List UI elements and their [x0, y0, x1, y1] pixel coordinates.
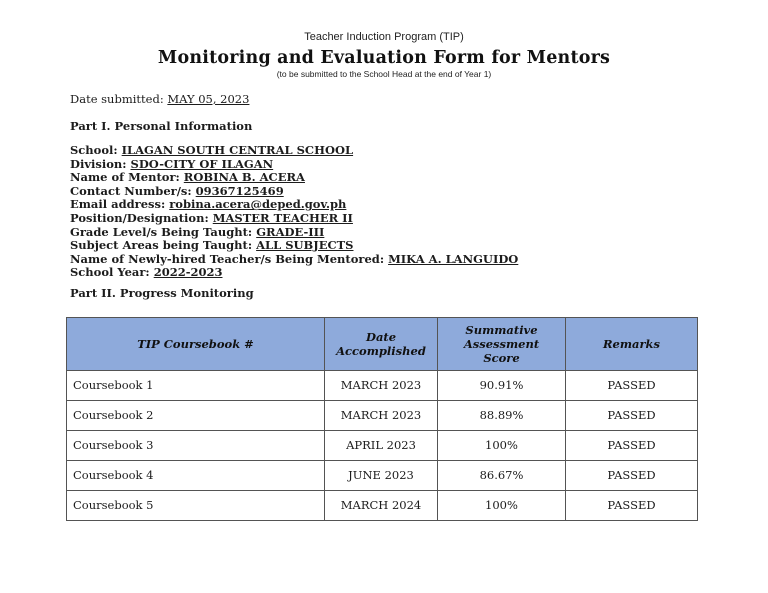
date-submitted-line: [70, 92, 768, 106]
field-label: Division:: [70, 156, 127, 171]
field-value: robina.acera@deped.gov.ph: [169, 197, 347, 212]
table-row: [67, 370, 698, 400]
field-school: [70, 144, 768, 158]
field-email-address: [70, 198, 768, 212]
cell-coursebook: Coursebook 2: [67, 400, 325, 430]
field-label: Name of Newly-hired Teacher/s Being Mentored:: [70, 251, 385, 266]
field-contact-number: [70, 185, 768, 199]
field-value: ILAGAN SOUTH CENTRAL SCHOOL: [121, 143, 354, 157]
cell-remarks: PASSED: [566, 430, 698, 460]
cell-date: MARCH 2023: [325, 400, 438, 430]
table-row: [67, 400, 698, 430]
column-header-remarks: Remarks: [566, 317, 698, 370]
field-label: School Year:: [70, 265, 150, 280]
field-label: Contact Number/s:: [70, 183, 192, 198]
field-value: MIKA A. LANGUIDO: [388, 251, 519, 266]
coursebook-table: [66, 317, 698, 521]
cell-date: JUNE 2023: [325, 460, 438, 490]
cell-date: MARCH 2024: [325, 490, 438, 520]
part2-heading: Part II. Progress Monitoring: [70, 285, 254, 300]
column-header-coursebook: TIP Coursebook #: [67, 317, 325, 370]
field-subject-areas: [70, 239, 768, 253]
field-label: School:: [70, 143, 118, 157]
cell-coursebook: Coursebook 1: [67, 370, 325, 400]
date-submitted-label: Date submitted:: [70, 92, 164, 106]
cell-date: MARCH 2023: [325, 370, 438, 400]
field-division: [70, 158, 768, 172]
cell-coursebook: Coursebook 3: [67, 430, 325, 460]
part1-heading: Part I. Personal Information: [70, 119, 253, 133]
page-title: Monitoring and Evaluation Form for Mentors: [157, 48, 611, 68]
table-header-row: [67, 317, 698, 370]
table-row: [67, 460, 698, 490]
table-row: [67, 430, 698, 460]
column-header-date-accomplished: Date Accomplished: [325, 317, 438, 370]
field-grade-level: [70, 226, 768, 240]
field-value: MASTER TEACHER II: [212, 210, 353, 225]
cell-score: 90.91%: [438, 370, 566, 400]
field-label: Grade Level/s Being Taught:: [70, 224, 253, 239]
cell-score: 88.89%: [438, 400, 566, 430]
field-value: SDO-CITY OF ILAGAN: [130, 156, 274, 171]
cell-remarks: PASSED: [566, 370, 698, 400]
field-value: ROBINA B. ACERA: [183, 170, 305, 185]
cell-date: APRIL 2023: [325, 430, 438, 460]
field-value: 09367125469: [195, 183, 284, 198]
column-header-summative-score: Summative Assessment Score: [438, 317, 566, 370]
field-mentee-name: [70, 253, 768, 267]
field-mentor-name: [70, 171, 768, 185]
cell-remarks: PASSED: [566, 460, 698, 490]
personal-info-fields: [70, 144, 768, 280]
cell-remarks: PASSED: [566, 400, 698, 430]
field-value: 2022-2023: [153, 265, 223, 280]
field-label: Subject Areas being Taught:: [70, 238, 253, 253]
cell-coursebook: Coursebook 5: [67, 490, 325, 520]
cell-coursebook: Coursebook 4: [67, 460, 325, 490]
table-row: [67, 490, 698, 520]
field-label: Email address:: [70, 197, 166, 212]
cell-score: 100%: [438, 430, 566, 460]
field-value: GRADE-III: [256, 224, 325, 239]
field-label: Name of Mentor:: [70, 170, 180, 185]
field-school-year: [70, 266, 768, 280]
cell-score: 86.67%: [438, 460, 566, 490]
subtitle: (to be submitted to the School Head at the end of Year 1): [276, 69, 492, 79]
field-position: [70, 212, 768, 226]
date-submitted-value: MAY 05, 2023: [167, 92, 250, 106]
field-value: ALL SUBJECTS: [256, 238, 354, 253]
cell-remarks: PASSED: [566, 490, 698, 520]
cell-score: 100%: [438, 490, 566, 520]
program-name: Teacher Induction Program (TIP): [304, 31, 464, 43]
field-label: Position/Designation:: [70, 210, 209, 225]
